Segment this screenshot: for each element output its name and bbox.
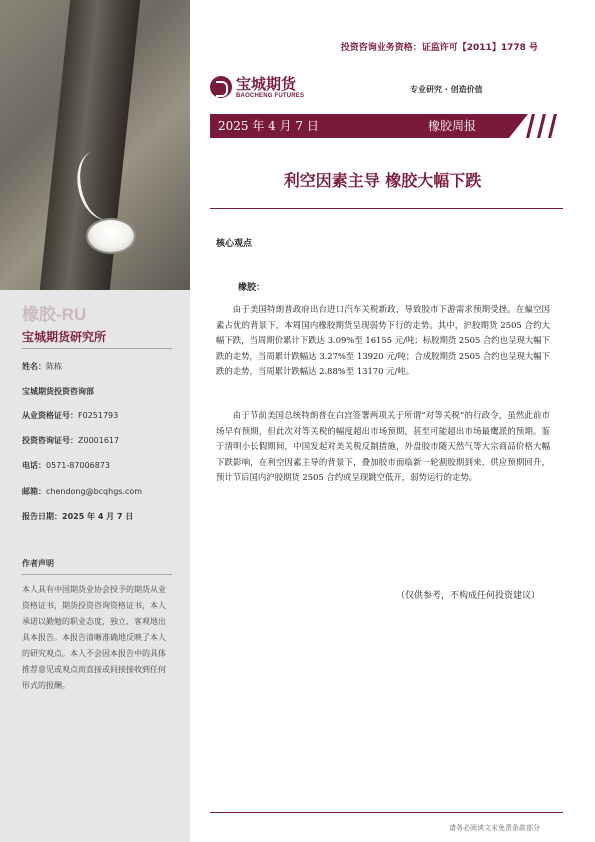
report-date-value: 2025 年 4 月 7 日 <box>62 512 134 521</box>
email-line <box>22 486 142 497</box>
footer-note: 请务必阅读文末免责条款部分 <box>449 824 540 832</box>
license-line: 投资咨询业务资格：证监许可【2011】1778 号 <box>340 43 538 53</box>
headline-divider <box>210 208 563 209</box>
report-date-label: 报告日期： <box>22 512 62 521</box>
company-logo-text: 宝城期货 <box>236 75 297 93</box>
statement-divider <box>22 574 172 575</box>
report-date: 2025 年 4 月 7 日 <box>218 119 319 133</box>
statement-title: 作者声明 <box>22 559 54 568</box>
company-logo-english: BAOCHENG FUTURES <box>236 93 305 99</box>
institute-name: 宝城期货研究所 <box>22 330 107 344</box>
commodity-code: 橡胶-RU <box>22 305 87 324</box>
consult-line <box>22 435 119 446</box>
band-stripe-3 <box>548 114 557 138</box>
headline: 利空因素主导 橡胶大幅下跌 <box>283 171 482 190</box>
consult-label: 投资咨询证号： <box>22 436 78 445</box>
tagline: 专业研究 · 创造价值 <box>410 85 483 94</box>
author-label: 姓名： <box>22 362 46 371</box>
email-label: 邮箱： <box>22 487 46 496</box>
cert-number: F0251793 <box>78 411 119 420</box>
band-stripe-1 <box>526 114 535 138</box>
disclaimer: （仅供参考，不构成任何投资建议） <box>395 591 540 601</box>
author-name: 陈栋 <box>46 362 62 371</box>
email-address[interactable]: chendong@bcqhgs.com <box>46 487 143 496</box>
cert-label: 从业资格证号： <box>22 411 78 420</box>
phone-number: 0571-87006873 <box>46 461 110 470</box>
sub-title: 橡胶： <box>238 283 266 293</box>
phone-line <box>22 460 110 471</box>
department-name: 宝城期货投资咨询部 <box>22 387 94 396</box>
sidebar <box>0 0 190 842</box>
paragraph-1: 由于美国特朗普政府出台进口汽车关税新政，导致胶市下游需求预期受挫。在偏空因素占优的背景下，本周国内橡胶期货呈现弱势下行的走势。其中，沪胶期货 2505 合约大幅下跌，当周期价累计下跌达 3.09%至 16155 元/吨；标胶期货 2505 合约也呈现大幅下跌的走势，当周累计跌幅达 3.27%至 13920 元/吨；合成胶期货 2505 合约也呈现大幅下跌的走势，当周累计跌幅达 2.88%至 13170 元/吨。 <box>216 304 550 377</box>
section-title: 核心观点 <box>216 239 253 249</box>
company-logo-icon <box>210 76 232 98</box>
rubber-tree-photo <box>0 0 190 290</box>
report-date-line <box>22 511 133 522</box>
report-type: 橡胶周报 <box>428 119 477 133</box>
paragraph-2: 由于节前美国总统特朗普在白宫签署两项关于所谓“对等关税”的行政令，虽然此前市场早有预期，但此次对等关税的幅度超出市场预期，甚至可能超出市场最鹰派的预期。鉴于清明小长假期间，中国发起对美关税反制措施，外盘胶市随天然气等大宗商品价格大幅下跌影响，在利空因素主导的背景下，叠加胶市面临新一轮割胶期到来，供应预期回升，预计节后国内沪胶期货 2505 合约或呈现跳空低开，弱势运行的走势。 <box>216 410 550 483</box>
band-stripe-2 <box>537 114 546 138</box>
sidebar-divider <box>22 348 172 349</box>
footer-divider <box>210 812 563 813</box>
author-line <box>22 361 62 372</box>
phone-label: 电话： <box>22 461 46 470</box>
consult-number: Z0001617 <box>78 436 120 445</box>
cert-line <box>22 410 118 421</box>
latex-cup <box>86 218 136 254</box>
author-statement: 本人具有中国期货业协会授予的期货从业资格证书，期货投资咨询资格证书，本人承诺以勤勉的职业态度，独立、客观地出具本报告。本报告清晰准确地反映了本人的研究观点。本人不会因本报告中的具体推荐意见或观点而直接或间接接收到任何形式的报酬。 <box>22 585 166 690</box>
department <box>22 386 94 397</box>
